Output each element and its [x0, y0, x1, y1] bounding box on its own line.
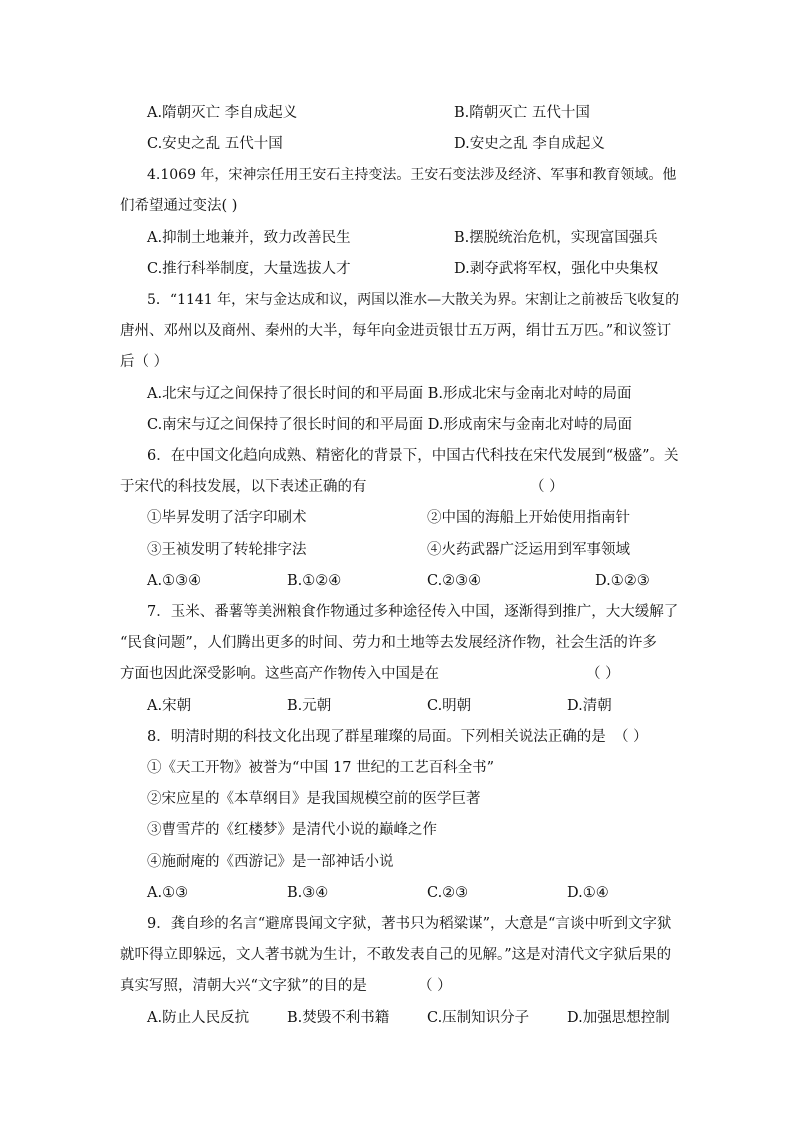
q5-option-cd: C.南宋与辽之间保持了很长时间的和平局面 D.形成南宋与金南北对峙的局面 — [147, 417, 633, 433]
q7-stem-line2: “民食问题”，人们腾出更多的时间、劳力和土地等去发展经济作物，社会生活的许多 — [120, 635, 657, 651]
q9-stem-line1: 9．龚自珍的名言“避席畏闻文字狱，著书只为稻粱谋”，大意是“言谈中听到文字狱 — [147, 916, 672, 932]
q7-option-b: B.元朝 — [287, 698, 332, 714]
q4-option-c: C.推行科举制度，大量选拔人才 — [147, 261, 351, 277]
q8-stem-line1: 8．明清时期的科技文化出现了群星璀璨的局面。下列相关说法正确的是 — [147, 729, 606, 745]
q7-option-a: A.宋朝 — [147, 698, 192, 714]
q9-option-d: D.加强思想控制 — [567, 1010, 670, 1026]
q3-option-d: D.安史之乱 李自成起义 — [454, 136, 605, 152]
q7-answer-paren: （ ） — [586, 666, 620, 682]
q9-stem-line2: 就吓得立即躲远，文人著书就为生计，不敢发表自己的见解。”这是对清代文字狱后果的 — [120, 947, 672, 963]
q3-option-b: B.隋朝灭亡 五代十国 — [454, 105, 590, 121]
q8-item-2: ②宋应星的《本草纲目》是我国规模空前的医学巨著 — [147, 791, 481, 807]
q6-item-2: ②中国的海船上开始使用指南针 — [427, 510, 630, 526]
q6-item-3: ③王祯发明了转轮排字法 — [147, 542, 307, 558]
q8-item-4: ④施耐庵的《西游记》是一部神话小说 — [147, 854, 394, 870]
q6-option-d: D.①②③ — [595, 573, 650, 589]
q4-option-a: A.抑制土地兼并，致力改善民生 — [147, 230, 351, 246]
q8-answer-paren: （ ） — [614, 729, 648, 745]
q4-stem-line2: 们希望通过变法( ) — [120, 198, 238, 214]
q9-option-a: A.防止人民反抗 — [147, 1010, 250, 1026]
q3-option-a: A.隋朝灭亡 李自成起义 — [147, 105, 298, 121]
q5-stem-line1: 5．“1141 年，宋与金达成和议，两国以淮水—大散关为界。宋割让之前被岳飞收复的 — [147, 292, 680, 308]
q9-option-b: B.焚毁不利书籍 — [287, 1010, 390, 1026]
q6-option-a: A.①③④ — [147, 573, 202, 589]
q7-stem-line1: 7．玉米、番薯等美洲粮食作物通过多种途径传入中国，逐渐得到推广，大大缓解了 — [147, 604, 679, 620]
q7-stem-line3: 方面也因此深受影响。这些高产作物传入中国是在 — [120, 666, 439, 682]
q8-option-a: A.①③ — [147, 885, 189, 901]
q5-option-ab: A.北宋与辽之间保持了很长时间的和平局面 B.形成北宋与金南北对峙的局面 — [147, 386, 632, 402]
q6-answer-paren: （ ） — [530, 479, 564, 495]
q6-stem-line2: 于宋代的科技发展，以下表述正确的有 — [120, 479, 367, 495]
q5-stem-line2: 唐州、邓州以及商州、秦州的大半，每年向金进贡银廿五万两，绢廿五万匹。”和议签订 — [120, 323, 672, 339]
q6-item-1: ①毕昇发明了活字印刷术 — [147, 510, 307, 526]
q8-item-3: ③曹雪芹的《红楼梦》是清代小说的巅峰之作 — [147, 822, 437, 838]
q4-option-b: B.摆脱统治危机，实现富国强兵 — [454, 230, 658, 246]
q3-option-c: C.安史之乱 五代十国 — [147, 136, 283, 152]
q7-option-c: C.明朝 — [427, 698, 472, 714]
q9-answer-paren: （ ） — [418, 978, 452, 994]
q5-stem-line3: 后（ ） — [120, 354, 169, 370]
q8-option-c: C.②③ — [427, 885, 469, 901]
q6-stem-line1: 6．在中国文化趋向成熟、精密化的背景下，中国古代科技在宋代发展到“极盛”。关 — [147, 448, 679, 464]
q6-item-4: ④火药武器广泛运用到军事领域 — [427, 542, 630, 558]
q9-option-c: C.压制知识分子 — [427, 1010, 530, 1026]
q6-option-b: B.①②④ — [287, 573, 342, 589]
q8-option-d: D.①④ — [567, 885, 609, 901]
q6-option-c: C.②③④ — [427, 573, 482, 589]
q8-option-b: B.③④ — [287, 885, 329, 901]
q9-stem-line3: 真实写照，清朝大兴“文字狱”的目的是 — [120, 978, 367, 994]
q4-stem-line1: 4.1069 年，宋神宗任用王安石主持变法。王安石变法涉及经济、军事和教育领域。他 — [147, 167, 677, 183]
q7-option-d: D.清朝 — [567, 698, 612, 714]
q8-item-1: ①《天工开物》被誉为“中国 17 世纪的工艺百科全书” — [147, 760, 494, 776]
q4-option-d: D.剥夺武将军权，强化中央集权 — [454, 261, 659, 277]
